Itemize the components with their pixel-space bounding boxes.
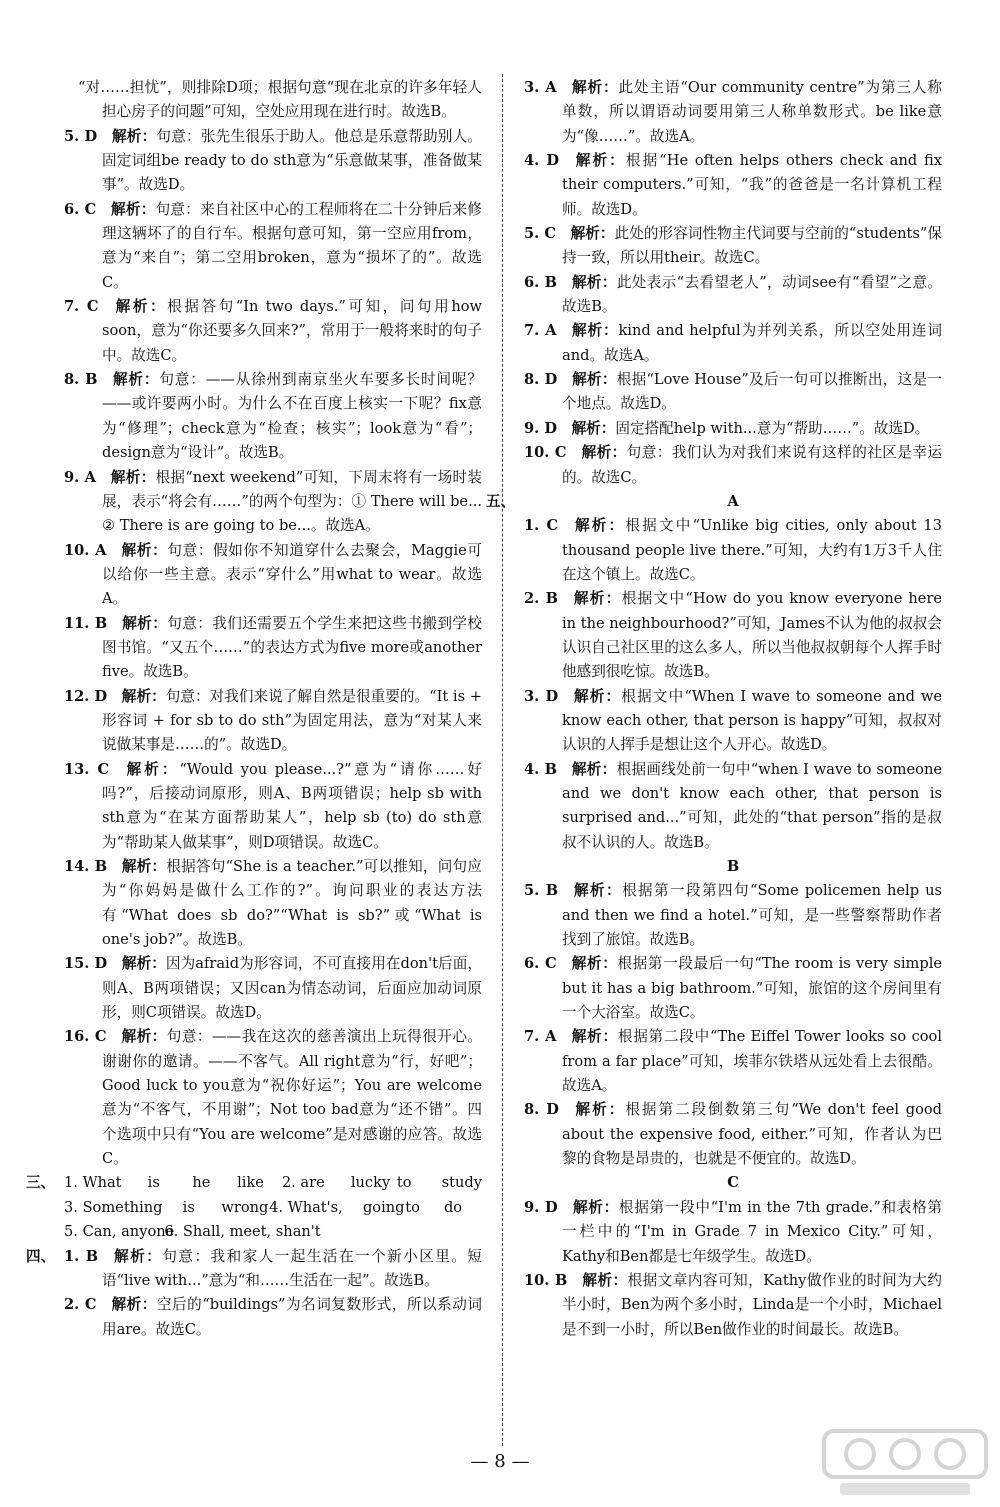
- analysis-text: 根据“Love House”及后一句可以推断出，这是一个地点。故选D。: [562, 371, 942, 413]
- analysis-label: 解析：: [121, 541, 168, 559]
- analysis-label: 解析：: [581, 1271, 628, 1289]
- answer-item: [64, 685, 482, 758]
- answer-item: [64, 295, 482, 368]
- blank-word: lucky: [350, 1174, 391, 1192]
- section-3-label: 三、: [26, 1174, 56, 1192]
- right-items: [524, 76, 942, 490]
- analysis-text: 句意：对我们来说了解自然是很重要的。“It is + 形容词 + for sb to do sth”为固定用法，意为“对某人来说做某事是……的”。故选D。: [102, 687, 482, 754]
- analysis-label: 解析：: [572, 1198, 619, 1216]
- answer-item: [524, 76, 942, 149]
- analysis-label: 解析：: [571, 419, 616, 437]
- question-number: 8. B: [64, 371, 98, 389]
- blank-word: 4. What's,: [269, 1198, 343, 1216]
- blank-word: 5. Can, anyone: [64, 1223, 175, 1241]
- group-c-heading: C: [727, 1174, 739, 1192]
- section-3: [26, 1171, 482, 1244]
- analysis-label: 解析：: [570, 225, 615, 243]
- analysis-label: 解析：: [572, 517, 626, 535]
- question-number: 4. B: [524, 760, 557, 778]
- analysis-text: 此处主语“Our community centre”为第三人称单数，所以谓语动词要用第三人称单数形式。be like意为“像……”。故选A。: [562, 79, 943, 145]
- blank-word: 3. Something: [64, 1198, 163, 1216]
- analysis-text: kind and helpful为并列关系，所以空处用连词and。故选A。: [562, 322, 942, 364]
- analysis-text: 根据文中“Unlike big cities, only about 13 thousand people live there.”可知，大约有1万3千人住在这个镇上。故选C。: [562, 517, 942, 583]
- analysis-label: 解析：: [573, 1101, 626, 1119]
- analysis-label: 解析：: [571, 79, 619, 96]
- analysis-text: 此处的形容词性物主代词要与空前的“students”保持一致，所以用their。故选C。: [562, 225, 942, 267]
- analysis-text: 空后的“buildings”为名词复数形式，所以系动词用are。故选C。: [102, 1296, 482, 1338]
- analysis-text: 句意：——我在这次的慈善演出上玩得很开心。谢谢你的邀请。——不客气。All right意为“行，好吧”；Good luck to you意为“祝你好运”；You are welcome意为“不客气，不用谢”；Not too bad意为“还不错”。四个选项中只有“You are welcome”是对感谢的应答。故选C。: [102, 1028, 482, 1168]
- analysis-text: 根据第一段中“I'm in the 7th grade.”和表格第一栏中的“I'm in Grade 7 in Mexico City.”可知，Kathy和Ben都是七年级学生。故选D。: [562, 1198, 942, 1265]
- answer-item: [64, 76, 482, 125]
- answer-item: [64, 952, 482, 1025]
- group-c-items: [524, 1196, 942, 1342]
- analysis-label: 解析：: [123, 760, 180, 778]
- answer-item: [524, 271, 942, 320]
- watermark-logo: [820, 1425, 990, 1501]
- analysis-label: 解析：: [581, 444, 627, 462]
- question-number: 9. D: [524, 419, 557, 437]
- analysis-text: 根据第一段第四句“Some policemen help us and then we find a hotel.”可知，是一些警察帮助作者找到了旅馆。故选B。: [562, 882, 942, 949]
- question-number: 10. B: [524, 1271, 568, 1289]
- section-3-row-2: 3. Something is wrong 4. What's, going to do: [102, 1196, 482, 1220]
- analysis-text: 句意：我和家人一起生活在一个新小区里。短语“live with...”意为“和……生活在一起”。故选B。: [102, 1247, 482, 1289]
- question-number: 2. B: [524, 590, 558, 608]
- page-number: — 8 —: [470, 1451, 530, 1472]
- section-5-label: 五、: [486, 492, 516, 510]
- left-items: [64, 76, 482, 1171]
- analysis-text: 句意：张先生很乐于助人。他总是乐意帮助别人。固定词组be ready to do sth意为“乐意做某事，准备做某事”。故选D。: [102, 127, 482, 194]
- question-number: 13. C: [64, 760, 110, 778]
- analysis-text: 固定搭配help with...意为“帮助……”。故选D。: [615, 419, 930, 437]
- analysis-label: 解析：: [571, 760, 617, 778]
- analysis-label: 解析：: [110, 468, 156, 486]
- analysis-text: 句意：我们还需要五个学生来把这些书搬到学校图书馆。“又五个……”的表达方式为five more或another five。故选B。: [102, 614, 482, 681]
- question-number: 14. B: [64, 858, 108, 875]
- question-number: 6. C: [524, 955, 557, 973]
- analysis-label: 解析：: [121, 687, 166, 705]
- analysis-text: 根据“He often helps others check and fix their computers.”可知，“我”的爸爸是一名计算机工程师。故选D。: [562, 152, 942, 218]
- analysis-label: 解析：: [113, 298, 168, 316]
- analysis-label: 解析：: [121, 1028, 167, 1046]
- analysis-label: 解析：: [111, 127, 157, 145]
- answer-item: [524, 879, 942, 952]
- answer-item: [524, 1025, 942, 1098]
- analysis-text: 根据文中“When I wave to someone and we know each other, that person is happy”可知，叔叔对认识的人挥手是想让这个人开心。故选D。: [562, 687, 942, 754]
- answer-item: [524, 368, 942, 417]
- analysis-label: 解析：: [573, 152, 626, 170]
- analysis-label: 解析：: [572, 687, 622, 705]
- question-number: 1. C: [524, 517, 559, 535]
- answer-item: [524, 514, 942, 587]
- analysis-text: 根据答句“She is a teacher.”可以推知，问句应为“你妈妈是做什么工作的?”。询问职业的表达方法有“What does sb do?”“What is sb?”或“What is one's job?”。故选B。: [102, 858, 482, 949]
- question-number: 12. D: [64, 687, 108, 705]
- question-number: 6. C: [64, 200, 97, 218]
- blank-word: going: [362, 1198, 405, 1216]
- left-column: [26, 76, 482, 1342]
- section-3-row-1: 三、 1. What is he like 2. are lucky to study: [102, 1171, 482, 1195]
- answer-item: [524, 685, 942, 758]
- section-4: [26, 1245, 482, 1342]
- analysis-text: 句意：我们认为对我们来说有这样的社区是幸运的。故选C。: [562, 444, 942, 486]
- analysis-text: 句意：来自社区中心的工程师将在二十分钟后来修理这辆坏了的自行车。根据句意可知，第一空应用from，意为“来自”；第二空用broken，意为“损坏了的”。故选C。: [102, 200, 482, 291]
- group-b-heading: B: [726, 858, 740, 875]
- question-number: 2. C: [64, 1296, 97, 1314]
- analysis-text: 此处表示“去看望老人”，动词see有“看望”之意。故选B。: [562, 273, 942, 316]
- analysis-text: 根据第二段中“The Eiffel Tower looks so cool from a far place”可知，埃菲尔铁塔从远处看上去很酷。故选A。: [562, 1028, 942, 1095]
- analysis-text: “对……担忧”，则排除D项；根据句意“现在北京的许多年轻人担心房子的问题”可知，空处应用现在进行时。故选B。: [78, 79, 482, 121]
- question-number: 5. D: [64, 127, 98, 145]
- analysis-label: 解析：: [571, 273, 617, 291]
- question-number: 6. B: [524, 273, 558, 291]
- question-number: 16. C: [64, 1028, 107, 1046]
- question-number: 3. A: [524, 79, 557, 96]
- answer-item: [64, 855, 482, 952]
- section-4-label: 四、: [26, 1247, 56, 1265]
- group-a-heading: A: [727, 492, 739, 510]
- answer-item: [64, 198, 482, 295]
- section-3-row-3: [64, 1220, 482, 1244]
- column-divider: [502, 74, 503, 1446]
- blank-word: study: [441, 1174, 482, 1192]
- question-number: 11. B: [64, 614, 108, 632]
- watermark-icon: [820, 1425, 990, 1501]
- analysis-text: 根据第一段最后一句“The room is very simple but it has a big bathroom.”可知，旅馆的这个房间里有一个大浴室。故选C。: [562, 955, 942, 1022]
- analysis-text: 句意：——从徐州到南京坐火车要多长时间呢？——或许要两小时。为什么不在百度上核实一下呢？fix意为“修理”；check意为“检查；核实”；look意为“看”；design意为“设计”。故选B。: [102, 371, 482, 462]
- answer-item: [64, 466, 482, 539]
- question-number: 10. C: [524, 444, 567, 462]
- answer-item: [64, 1293, 482, 1342]
- analysis-label: 解析：: [121, 614, 168, 632]
- answer-item: [524, 952, 942, 1025]
- question-number: 8. D: [524, 1101, 559, 1119]
- question-number: 9. D: [524, 1198, 558, 1216]
- answer-item: [524, 441, 942, 490]
- analysis-label: 解析：: [572, 590, 622, 608]
- group-a-items: [524, 514, 942, 855]
- question-number: 9. A: [64, 468, 96, 486]
- answer-item: [524, 222, 942, 271]
- answer-item: [524, 149, 942, 222]
- analysis-text: 根据文中“How do you know everyone here in the neighbourhood?”可知，James不认为他的叔叔会认识自己社区里的这么多人，所以当他叔叔朝每个人挥手时他感到很吃惊。故选B。: [562, 590, 942, 681]
- analysis-label: 解析：: [572, 882, 623, 900]
- blank-word: 2. are: [281, 1174, 325, 1192]
- analysis-label: 解析：: [571, 322, 619, 340]
- question-number: 7. A: [524, 322, 557, 340]
- answer-item: [524, 587, 942, 684]
- blank-word: wrong: [221, 1198, 269, 1216]
- right-column: [486, 76, 943, 1342]
- answer-item: [64, 368, 482, 465]
- question-number: 8. D: [524, 371, 558, 389]
- answer-item: [26, 1245, 482, 1294]
- question-number: 1. B: [64, 1247, 99, 1265]
- answer-item: [64, 758, 482, 855]
- answer-item: [524, 319, 942, 368]
- answer-item: [64, 125, 482, 198]
- answer-item: [524, 1196, 942, 1269]
- answer-item: [524, 758, 942, 855]
- analysis-label: 解析：: [571, 371, 617, 389]
- group-b-items: [524, 879, 942, 1171]
- answer-item: [64, 1025, 482, 1171]
- question-number: 15. D: [64, 955, 108, 973]
- question-number: 3. D: [524, 687, 559, 705]
- analysis-label: 解析：: [571, 955, 618, 973]
- analysis-text: 根据文章内容可知，Kathy做作业的时间为大约半小时，Ben为两个多小时，Linda是一个小时，Michael是不到一小时，所以Ben做作业的时间最长。故选B。: [562, 1271, 942, 1338]
- analysis-label: 解析：: [571, 1028, 618, 1046]
- answer-item: [524, 417, 942, 441]
- analysis-text: 根据“next weekend”可知，下周末将有一场时装展，表示“将会有……”的两个句型为：① There will be... ② There is are going to be...。故选A。: [102, 468, 482, 535]
- blank-word: 1. What: [64, 1174, 122, 1192]
- analysis-label: 解析：: [112, 1247, 163, 1265]
- answer-item: [524, 1098, 942, 1171]
- question-number: 4. D: [524, 152, 560, 170]
- analysis-label: 解析：: [112, 371, 160, 389]
- question-number: 10. A: [64, 541, 107, 559]
- answer-item: [64, 539, 482, 612]
- question-number: 5. C: [524, 225, 556, 243]
- analysis-text: 根据第二段倒数第三句“We don't feel good about the expensive food, either.”可知，作者认为巴黎的食物是昂贵的，也就是不便宜的。故选D。: [562, 1101, 942, 1168]
- answer-item: [524, 1269, 942, 1342]
- analysis-text: 句意：假如你不知道穿什么去聚会，Maggie可以给你一些主意。表示“穿什么”用what to wear。故选A。: [102, 541, 482, 608]
- analysis-text: 根据答句“In two days.”可知，问句用how soon，意为“你还要多久回来?”，常用于一般将来时的句子中。故选C。: [102, 298, 482, 364]
- analysis-label: 解析：: [110, 200, 156, 218]
- analysis-text: 因为afraid为形容词，不可直接用在don't后面，则A、B两项错误；又因can为情态动词，后面应加动词原形，则C项错误。故选D。: [102, 955, 482, 1022]
- analysis-label: 解析：: [121, 955, 166, 973]
- analysis-label: 解析：: [111, 1296, 157, 1314]
- analysis-label: 解析：: [121, 858, 167, 875]
- answer-item: [64, 612, 482, 685]
- blank-word: 6. Shall, meet, shan't: [164, 1223, 321, 1241]
- question-number: 5. B: [524, 882, 559, 900]
- analysis-text: 根据画线处前一句中“when I wave to someone and we don't know each other, that person is surprised and...”可知，此处的“that person”指的是叔叔不认识的人。故选B。: [562, 760, 942, 851]
- question-number: 7. A: [524, 1028, 557, 1046]
- question-number: 7. C: [64, 298, 99, 316]
- analysis-text: “Would you please...?”意为“请你……好吗?”，后接动词原形，则A、B两项错误；help sb with sth意为“在某方面帮助某人”，help sb (to) do sth意为“帮助某人做某事”，则D项错误。故选C。: [102, 760, 482, 851]
